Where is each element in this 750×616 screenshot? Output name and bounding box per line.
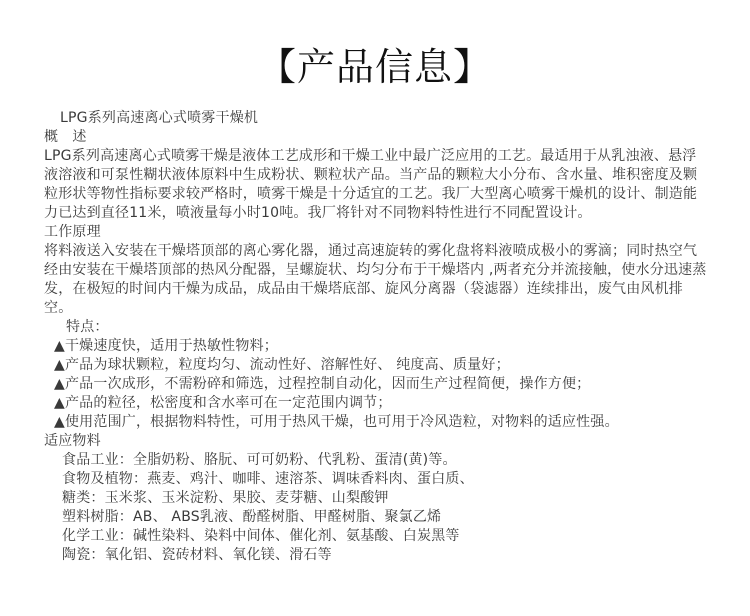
feature-item: ▲产品一次成形，不需粉碎和筛选，过程控制自动化，因而生产过程简便，操作方便； — [54, 376, 591, 392]
product-info-body — [44, 109, 708, 565]
material-item: 糖类：玉米浆、玉米淀粉、果胶、麦芽糖、山梨酸钾 — [62, 490, 389, 506]
material-item: 食物及植物：燕麦、鸡汁、咖啡、速溶茶、调味香料肉、蛋白质、 — [62, 471, 474, 487]
feature-item: ▲使用范围广，根据物料特性，可用于热风干燥，也可用于冷风造粒，对物料的适应性强。 — [54, 414, 619, 430]
feature-item: ▲产品为球状颗粒，粒度均匀、流动性好、溶解性好、 纯度高、质量好； — [54, 357, 510, 373]
materials-heading: 适应物料 — [44, 433, 101, 449]
overview-text: LPG系列高速离心式喷雾干燥是液体工艺成形和干燥工业中最广泛应用的工艺。最适用于从乳浊液、悬浮液溶液和可泵性糊状液体原料中生成粉状、颗粒状产品。当产品的颗粒大小分布、含水量、堆积密度及颗粒形状等物性指标要求较严格时，喷雾干燥是十分适宜的工艺。我厂大型离心喷雾干燥机的设计、制造能力已达到直径11米，喷液量每小时10吨。我厂将针对不同物料特性进行不同配置设计。 — [44, 148, 698, 221]
material-item: 塑料树脂：AB、 ABS乳液、酚醛树脂、甲醛树脂、聚氯乙烯 — [62, 509, 442, 525]
material-item: 陶瓷：氧化铝、瓷砖材料、氧化镁、滑石等 — [62, 547, 332, 563]
material-item: 化学工业：碱性染料、染料中间体、催化剂、氨基酸、白炭黑等 — [62, 528, 460, 544]
features-heading: 特点： — [66, 319, 109, 335]
product-name: LPG系列高速离心式喷雾干燥机 — [60, 110, 259, 126]
overview-heading: 概 述 — [44, 129, 87, 145]
feature-item: ▲产品的粒径，松密度和含水率可在一定范围内调节； — [54, 395, 392, 411]
page-title: 【产品信息】 — [257, 45, 492, 89]
feature-item: ▲干燥速度快，适用于热敏性物料； — [54, 338, 278, 354]
principle-heading: 工作原理 — [44, 224, 101, 240]
material-item: 食品工业：全脂奶粉、胳朊、可可奶粉、代乳粉、蛋清(黄)等。 — [62, 452, 457, 468]
principle-text: 将料液送入安装在干燥塔顶部的离心雾化器，通过高速旋转的雾化盘将料液喷成极小的雾滴；同时热空气经由安装在干燥塔顶部的热风分配器，呈螺旋状、均匀分布于干燥塔内 ,两者充分并流接触，使水分迅速蒸发，在极短的时间内干燥为成品，成品由干燥塔底部、旋风分离器（袋滤器）连续排出，废气由风机排空。 — [44, 243, 707, 316]
